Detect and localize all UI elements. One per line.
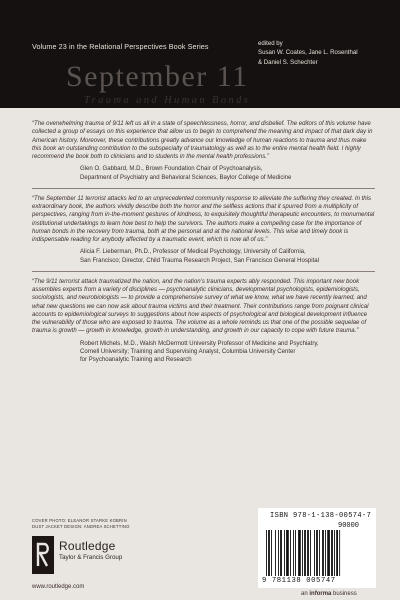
publisher-group: Taylor & Francis Group [59, 554, 123, 561]
editors-line: Susan W. Coates, Jane L. Rosenthal [258, 49, 358, 57]
endorsements [32, 120, 375, 364]
credit-line: COVER PHOTO: ELEANOR STARKE KOBRIN [32, 518, 127, 523]
attribution-line: Alicia F. Lieberman, Ph.D., Professor of Medical Psychology, University of California, [80, 249, 306, 256]
cover-credits [32, 518, 130, 530]
attribution-line: San Francisco; Director, Child Trauma Research Project, San Francisco General Hospital [80, 257, 319, 264]
routledge-logo-icon [32, 536, 54, 574]
attribution-line: for Psychoanalytic Training and Research [80, 357, 192, 363]
informa-tagline [301, 591, 357, 597]
divider [32, 188, 375, 189]
isbn-text: ISBN 978-1-138-00574-7 [270, 512, 372, 520]
publisher-name: Routledge [59, 539, 116, 553]
endorsement-attribution [32, 340, 375, 365]
editors-line: edited by [258, 40, 283, 47]
book-subtitle: Trauma and Human Bonds [84, 95, 251, 106]
editors-block [258, 39, 358, 67]
endorsement-quote: “The 9/11 terrorist attack traumatized the nation, and the nation’s trauma experts ably responded. This important new book assembles experts from a variety of disciplines — psychoanalytic clinicians, developmental psychologists, epidemiologists, sociologists, and neurobiologists — to provide a comprehensive survey of what we know, what we have recently learned, and what new questions we can now ask about trauma victims and their treatment. Their contributions range from poignant clinical accounts to epidemiological surveys to suggestions about how aspects of psychological and biological development influence the vulnerability of those who are exposed to trauma. The volume as a whole reminds us that one of the possible sequelae of trauma is growth — growth in knowledge, growth in understanding, and growth in our capacity to cope with future trauma.” [32, 278, 369, 335]
attribution-line: Robert Michels, M.D., Walsh McDermott University Professor of Medicine and Psychiatry, [80, 340, 319, 347]
endorsement-quote: “The September 11 terrorist attacks led to an unprecedented community response to alleviate the suffering they created. In this extraordinary book, the authors vividly describe both the horror and the selfless actions that it spurred from a multiplicity of perspectives, ranging from in-the-moment gestures of kindness, to exquisitely thoughtful therapeutic encounters, to monumental institutional undertakings to learn how best to help the survivors. The authors make a compelling case for the importance of human bonds in the recovery from trauma, both at the personal and at the national levels. This wise and timely book is indispensable reading for anybody affected by a traumatic event, which is now all of us.” [32, 195, 375, 243]
endorsement-attribution [32, 165, 375, 182]
book-title: September 11 [66, 60, 249, 93]
attribution-line: Cornell University; Training and Supervising Analyst, Columbia University Center [80, 348, 296, 355]
publisher-url[interactable]: www.routledge.com [32, 584, 85, 590]
divider [32, 271, 375, 272]
credit-line: DUST JACKET DESIGN: ANDREA SCHETTINO [32, 524, 130, 529]
tagline-suffix: business [333, 591, 357, 597]
attribution-line: Glen O. Gabbard, M.D., Brown Foundation Chair of Psychoanalysis, [80, 166, 263, 173]
ean-number: 9 781138 005747 [262, 577, 336, 585]
publisher-brand [59, 539, 122, 561]
attribution-line: Department of Psychiatry and Behavioral Sciences, Baylor College of Medicine [80, 174, 292, 181]
informa-brand: informa [309, 591, 332, 597]
endorsement-quote: “The overwhelming trauma of 9/11 left us all in a state of speechlessness, horror, and disbelief. The editors of this volume have collected a group of essays on this experience that allow us to begin to comprehend the meaning and impact of that dark day in American history. Moreover, these contributions greatly advance our knowledge of human reactions to trauma and thus make this book an outstanding contribution to the subspecialty of traumatology as well as to the entire mental health field. I highly recommend the book both to clinicians and to students in the mental health professions.” [32, 121, 373, 160]
tagline-prefix: an [301, 591, 308, 597]
barcode-box [258, 508, 376, 588]
price-code: 90000 [338, 522, 360, 530]
barcode-icon [266, 530, 368, 576]
series-line: Volume 23 in the Relational Perspectives Book Series [32, 42, 209, 51]
endorsement-attribution [32, 248, 375, 265]
editors-line: & Daniel S. Schechter [258, 58, 318, 66]
